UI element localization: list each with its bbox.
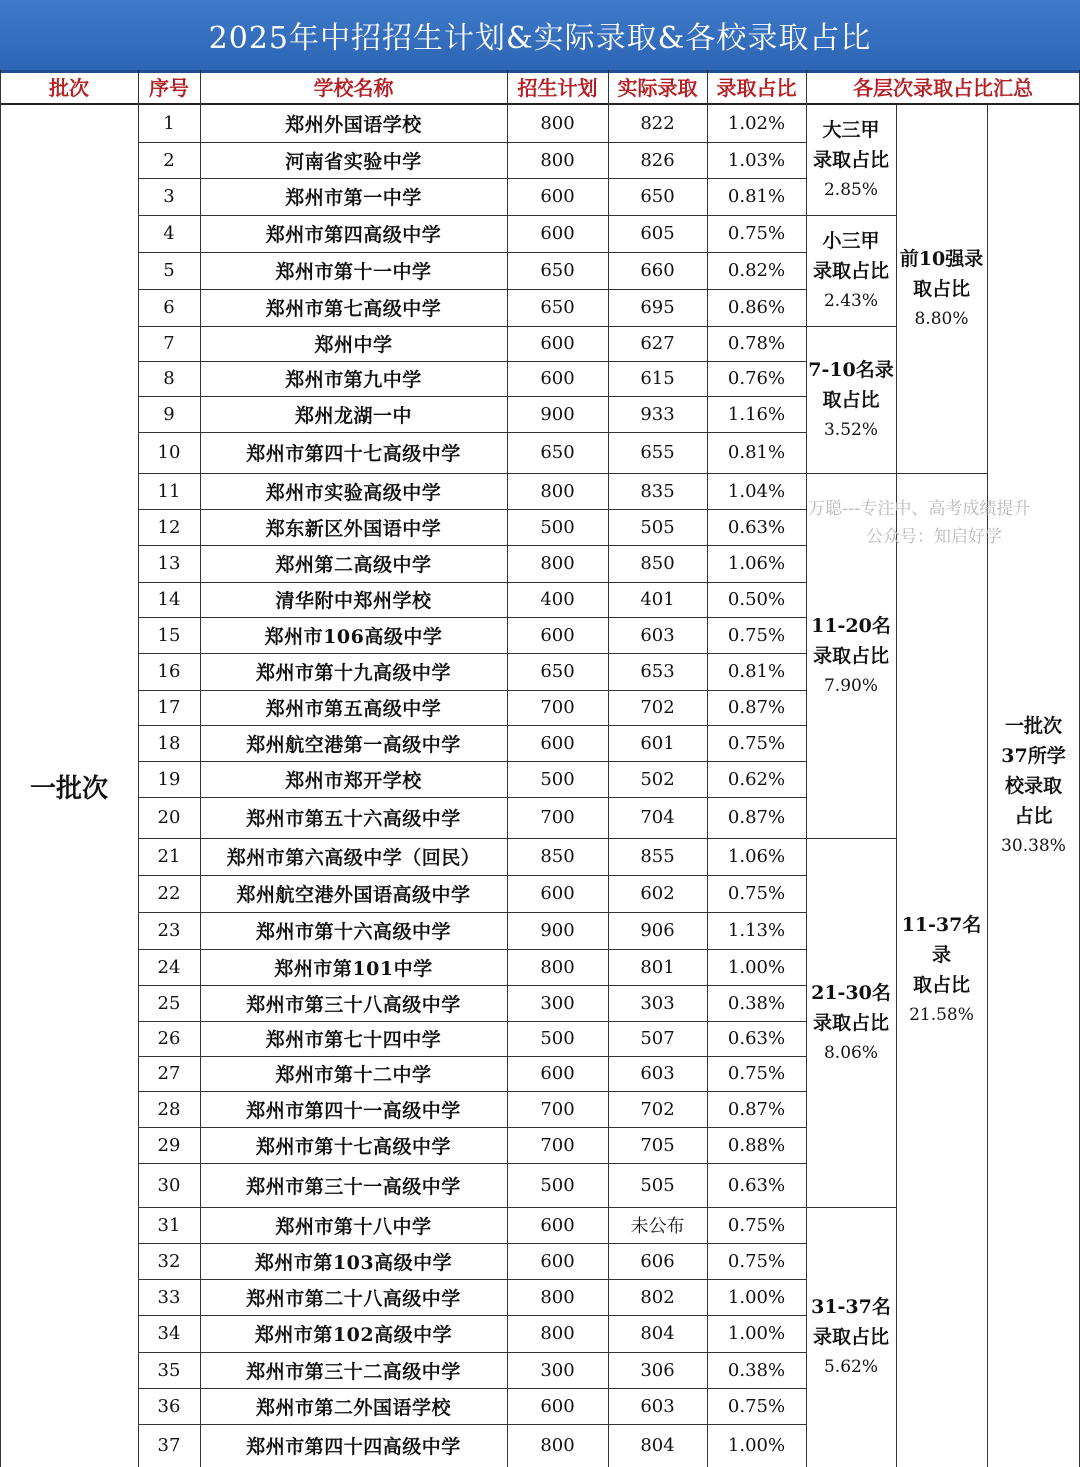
plan-count: 500 [540, 1174, 575, 1196]
actual-count: 704 [640, 807, 675, 828]
school-name: 郑州市第四十七高级中学 [246, 443, 461, 465]
admission-ratio: 0.63% [727, 516, 786, 538]
actual-count: 802 [640, 1286, 675, 1308]
tier-summary [806, 105, 896, 215]
plan-count: 850 [540, 846, 575, 867]
plan-count: 800 [540, 1286, 575, 1308]
admission-ratio: 0.81% [727, 661, 786, 682]
row-number: 35 [157, 1359, 181, 1381]
admission-ratio: 1.00% [727, 1323, 786, 1344]
row-number: 7 [163, 333, 175, 354]
tier-summary-line: 大三甲 [822, 119, 880, 141]
plan-count: 300 [540, 1359, 575, 1381]
actual-count: 855 [640, 846, 675, 867]
row-number: 10 [157, 442, 181, 463]
admission-ratio: 1.00% [727, 1286, 786, 1308]
table-border [0, 70, 1, 1467]
header-actual: 实际录取 [608, 70, 707, 105]
tier-summary [806, 838, 896, 1207]
tier-summary-line: 21-30名 [811, 981, 891, 1004]
actual-count: 601 [640, 732, 675, 754]
header-plan: 招生计划 [507, 70, 608, 105]
admission-ratio: 0.62% [727, 768, 786, 790]
plan-count: 600 [540, 1395, 575, 1417]
admission-ratio: 0.38% [727, 992, 786, 1014]
school-name: 郑州市第十二中学 [275, 1064, 432, 1086]
admission-ratio: 1.06% [727, 553, 786, 574]
actual-count: 850 [640, 553, 675, 574]
actual-count: 401 [640, 589, 675, 610]
row-number: 12 [157, 516, 181, 538]
actual-count: 603 [640, 1063, 675, 1084]
tier-summary [806, 326, 896, 473]
plan-count: 800 [540, 480, 575, 502]
tier-summary-line: 录取占比 [812, 1011, 889, 1034]
actual-count: 306 [640, 1359, 675, 1381]
school-name: 郑州航空港外国语高级中学 [236, 884, 471, 906]
mid-summary-line: 取占比 [912, 974, 970, 996]
actual-count: 655 [640, 442, 675, 463]
school-name: 郑州市第101中学 [274, 957, 433, 980]
total-summary-line: 37所学 [1001, 745, 1066, 767]
total-summary-line: 校录取 [1004, 775, 1062, 797]
school-name: 郑州市第五十六高级中学 [246, 808, 461, 830]
row-number: 3 [163, 186, 175, 207]
admission-ratio: 0.75% [727, 732, 786, 754]
plan-count: 800 [540, 1435, 575, 1456]
mid-summary [896, 105, 987, 473]
row-number: 9 [163, 403, 175, 425]
admission-ratio: 0.82% [727, 260, 786, 281]
header-batch: 批次 [0, 70, 138, 105]
actual-count: 615 [640, 368, 675, 389]
actual-count: 822 [640, 113, 675, 134]
admission-ratio: 0.76% [727, 368, 786, 389]
tier-summary-line: 录取占比 [812, 259, 889, 282]
row-number: 11 [157, 480, 181, 502]
plan-count: 600 [540, 732, 575, 754]
admission-ratio: 0.75% [727, 1063, 786, 1084]
school-name: 郑州市第十一中学 [275, 261, 432, 283]
actual-count: 705 [640, 1134, 675, 1156]
school-name: 郑州市第六高级中学（回民） [226, 847, 481, 869]
total-summary-percent: 30.38% [1001, 836, 1066, 856]
plan-count: 650 [540, 297, 575, 318]
admission-ratio: 0.81% [727, 186, 786, 207]
tier-summary-percent: 2.43% [823, 290, 878, 311]
school-name: 郑州市第十八中学 [275, 1215, 432, 1238]
tier-summary-line: 取占比 [822, 388, 880, 411]
row-number: 24 [157, 956, 181, 978]
actual-count: 702 [640, 697, 675, 718]
row-number: 14 [157, 589, 181, 610]
tier-summary-line: 7-10名录 [808, 358, 894, 381]
row-number: 30 [157, 1174, 181, 1196]
admission-ratio: 1.16% [727, 403, 786, 425]
mid-summary-percent: 21.58% [909, 1005, 974, 1025]
plan-count: 900 [540, 920, 575, 941]
plan-count: 400 [540, 589, 575, 610]
school-name: 郑州市第103高级中学 [254, 1251, 453, 1274]
plan-count: 600 [540, 1250, 575, 1272]
actual-count: 801 [640, 956, 675, 978]
column-divider [987, 105, 988, 1467]
column-divider [200, 70, 201, 1467]
actual-count: 906 [640, 920, 675, 941]
column-divider [707, 70, 708, 1467]
actual-count: 507 [640, 1028, 675, 1049]
plan-count: 600 [540, 624, 575, 646]
school-name: 郑州市第一中学 [285, 187, 422, 209]
tier-summary-line: 录取占比 [812, 149, 889, 171]
tier-summary-percent: 2.85% [823, 180, 878, 200]
actual-count: 804 [640, 1435, 675, 1456]
header-school: 学校名称 [200, 70, 507, 105]
school-name: 郑州市第二外国语学校 [255, 1396, 451, 1419]
plan-count: 600 [540, 1214, 575, 1236]
plan-count: 700 [540, 807, 575, 828]
tier-summary-line: 录取占比 [812, 644, 889, 667]
school-name: 郑州市第十七高级中学 [255, 1135, 451, 1158]
total-summary-line: 一批次 [1004, 715, 1062, 737]
tier-summary [806, 1207, 896, 1467]
row-number: 8 [163, 368, 175, 389]
admission-ratio: 0.75% [727, 223, 786, 244]
school-name: 郑州市第四十一高级中学 [246, 1099, 461, 1122]
actual-count: 653 [640, 661, 675, 682]
school-name: 清华附中郑州学校 [275, 590, 432, 612]
row-number: 16 [157, 661, 181, 682]
admission-ratio: 1.03% [727, 149, 786, 171]
admission-ratio: 0.87% [727, 807, 786, 828]
actual-count: 933 [640, 403, 675, 425]
row-number: 22 [157, 883, 181, 904]
actual-count: 835 [640, 480, 675, 502]
school-name: 河南省实验中学 [285, 150, 422, 173]
school-name: 郑州市第四十四高级中学 [246, 1436, 461, 1458]
admission-ratio: 0.87% [727, 1098, 786, 1120]
mid-summary-line: 11-37名录 [901, 914, 982, 966]
column-divider [138, 70, 139, 1467]
school-name: 郑州中学 [314, 334, 393, 356]
school-name: 郑州市第十六高级中学 [255, 921, 451, 943]
plan-count: 650 [540, 661, 575, 682]
plan-count: 700 [540, 1134, 575, 1156]
row-number: 5 [163, 260, 175, 281]
mid-summary [896, 473, 987, 1467]
actual-count: 303 [640, 992, 675, 1014]
row-number: 18 [157, 732, 181, 754]
tier-summary-line: 31-37名 [811, 1296, 891, 1318]
plan-count: 600 [540, 186, 575, 207]
row-number: 23 [157, 920, 181, 941]
actual-count: 695 [640, 297, 675, 318]
tier-summary-percent: 5.62% [823, 1357, 878, 1377]
admission-ratio: 1.06% [727, 846, 786, 867]
school-name: 郑州外国语学校 [285, 114, 422, 136]
plan-count: 300 [540, 992, 575, 1014]
mid-summary-percent: 8.80% [914, 309, 969, 329]
school-name: 郑州市第二十八高级中学 [246, 1287, 461, 1310]
admission-ratio: 0.63% [727, 1028, 786, 1049]
admission-ratio: 1.02% [727, 113, 786, 134]
row-number: 4 [163, 223, 175, 244]
admission-ratio: 1.00% [727, 1435, 786, 1456]
plan-count: 900 [540, 403, 575, 425]
actual-count: 702 [640, 1098, 675, 1120]
plan-count: 650 [540, 442, 575, 463]
tier-summary-percent: 7.90% [823, 675, 878, 696]
school-name: 郑州航空港第一高级中学 [246, 733, 461, 756]
plan-count: 500 [540, 768, 575, 790]
plan-count: 600 [540, 883, 575, 904]
column-divider [896, 105, 897, 1467]
plan-count: 700 [540, 1098, 575, 1120]
plan-count: 500 [540, 516, 575, 538]
row-number: 32 [157, 1250, 181, 1272]
row-number: 26 [157, 1028, 181, 1049]
batch-label: 一批次 [29, 773, 108, 804]
row-number: 27 [157, 1063, 181, 1084]
row-number: 21 [157, 846, 181, 867]
row-number: 2 [163, 149, 175, 171]
tier-summary-percent: 8.06% [823, 1042, 878, 1063]
row-number: 20 [157, 807, 181, 828]
plan-count: 600 [540, 333, 575, 354]
total-summary-line: 占比 [1014, 805, 1053, 827]
admission-ratio: 0.87% [727, 697, 786, 718]
tier-summary-percent: 3.52% [823, 419, 878, 440]
actual-count: 502 [640, 768, 675, 790]
school-name: 郑州市第七十四中学 [265, 1029, 442, 1051]
actual-count: 未公布 [630, 1216, 685, 1237]
school-name: 郑州市106高级中学 [264, 625, 443, 648]
header-no: 序号 [138, 70, 200, 105]
total-summary [987, 105, 1080, 1467]
row-number: 1 [163, 113, 175, 134]
school-name: 郑州市第三十二高级中学 [246, 1360, 461, 1383]
admission-ratio: 0.63% [727, 1174, 786, 1196]
page-title: 2025年中招招生计划&实际录取&各校录取占比 [0, 0, 1080, 73]
school-name: 郑州市第九中学 [285, 369, 422, 391]
admission-ratio: 0.86% [727, 297, 786, 318]
tier-summary-line: 录取占比 [812, 1326, 889, 1348]
admission-ratio: 1.00% [727, 956, 786, 978]
plan-count: 700 [540, 697, 575, 718]
admission-ratio: 0.78% [727, 333, 786, 354]
school-name: 郑州市第四高级中学 [265, 224, 442, 246]
plan-count: 800 [540, 113, 575, 134]
row-number: 37 [157, 1435, 181, 1456]
tier-summary-line: 11-20名 [811, 614, 891, 637]
plan-count: 800 [540, 149, 575, 171]
row-number: 13 [157, 553, 181, 574]
admission-ratio: 0.75% [727, 883, 786, 904]
plan-count: 500 [540, 1028, 575, 1049]
school-name: 郑州市第五高级中学 [265, 698, 442, 720]
school-name: 郑州市郑开学校 [285, 769, 422, 792]
header-ratio: 录取占比 [707, 70, 806, 105]
column-divider [806, 70, 807, 1467]
plan-count: 800 [540, 1323, 575, 1344]
plan-count: 800 [540, 553, 575, 574]
actual-count: 602 [640, 883, 675, 904]
row-number: 28 [157, 1098, 181, 1120]
actual-count: 660 [640, 260, 675, 281]
admission-ratio: 0.81% [727, 442, 786, 463]
school-name: 郑州市第三十一高级中学 [246, 1175, 461, 1198]
column-divider [608, 70, 609, 1467]
actual-count: 826 [640, 149, 675, 171]
plan-count: 600 [540, 223, 575, 244]
actual-count: 606 [640, 1250, 675, 1272]
row-number: 6 [163, 297, 175, 318]
admission-ratio: 0.50% [727, 589, 786, 610]
school-name: 郑州市第七高级中学 [265, 298, 442, 320]
actual-count: 603 [640, 624, 675, 646]
school-name: 郑州市第十九高级中学 [255, 662, 451, 684]
actual-count: 627 [640, 333, 675, 354]
admission-ratio: 1.04% [727, 480, 786, 502]
school-name: 郑州市第三十八高级中学 [246, 993, 461, 1016]
header-summary: 各层次录取占比汇总 [806, 70, 1080, 105]
plan-count: 600 [540, 368, 575, 389]
column-divider [507, 70, 508, 1467]
school-name: 郑州市第102高级中学 [254, 1324, 453, 1346]
row-number: 15 [157, 624, 181, 646]
mid-summary-line: 取占比 [912, 278, 970, 300]
school-name: 郑州第二高级中学 [275, 554, 432, 576]
tier-summary-line: 小三甲 [822, 229, 880, 252]
admission-ratio: 0.75% [727, 1214, 786, 1236]
actual-count: 505 [640, 1174, 675, 1196]
admission-ratio: 0.88% [727, 1134, 786, 1156]
watermark-line-1: 万聪---专注中、高考成绩提升 [808, 499, 1031, 519]
plan-count: 800 [540, 956, 575, 978]
admission-ratio: 0.75% [727, 1395, 786, 1417]
plan-count: 600 [540, 1063, 575, 1084]
tier-summary [806, 215, 896, 326]
row-number: 29 [157, 1134, 181, 1156]
plan-count: 650 [540, 260, 575, 281]
row-number: 17 [157, 697, 181, 718]
mid-summary-line: 前10强录 [899, 248, 984, 270]
admission-ratio: 0.38% [727, 1359, 786, 1381]
actual-count: 804 [640, 1323, 675, 1344]
admission-ratio: 0.75% [727, 624, 786, 646]
actual-count: 605 [640, 223, 675, 244]
watermark-line-2: 公众号：知启好学 [866, 527, 1002, 547]
row-number: 19 [157, 768, 181, 790]
row-number: 34 [157, 1323, 181, 1344]
school-name: 郑州市实验高级中学 [265, 481, 442, 504]
actual-count: 650 [640, 186, 675, 207]
row-number: 31 [157, 1214, 181, 1236]
actual-count: 603 [640, 1395, 675, 1417]
admission-ratio: 1.13% [727, 920, 786, 941]
school-name: 郑州龙湖一中 [294, 404, 412, 427]
row-number: 36 [157, 1395, 181, 1417]
school-name: 郑东新区外国语中学 [265, 517, 442, 540]
admission-ratio: 0.75% [727, 1250, 786, 1272]
row-number: 25 [157, 992, 181, 1014]
actual-count: 505 [640, 516, 675, 538]
row-number: 33 [157, 1286, 181, 1308]
